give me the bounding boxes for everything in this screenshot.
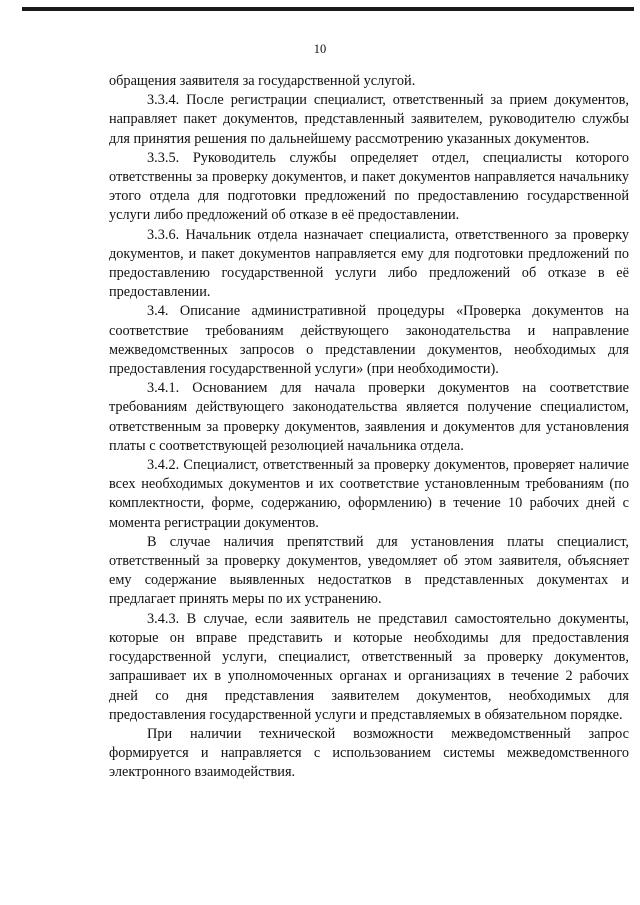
top-border-rule <box>22 7 634 11</box>
page-number: 10 <box>313 42 327 56</box>
paragraph-3-4-2: 3.4.2. Специалист, ответственный за проверку документов, проверяет наличие всех необходимых документов и их соответствие установленным требованиям (по комплектности, форме, содержанию, оформлению) в течение 10 рабочих дней с момента регистрации документов. <box>109 457 629 531</box>
paragraph-interagency-request: При наличии технической возможности межведомственный запрос формируется и направляется с использованием системы межведомственного электронного взаимодействия. <box>109 725 629 781</box>
paragraph-3-4: 3.4. Описание административной процедуры «Проверка документов на соответствие требованиям действующего законодательства и направление межведомственных запросов о представлении документов, необходимых для предоставления государственной услуги» (при необходимости). <box>109 303 629 378</box>
paragraph-3-4-1: 3.4.1. Основанием для начала проверки документов на соответствие требованиям действующего законодательства является получение специалистом, ответственным за проверку документов, заявления и документов для установления платы с соответствующей резолюцией начальника отдела. <box>109 380 629 454</box>
paragraph-continuation: обращения заявителя за государственной услугой. <box>109 73 416 89</box>
document-body <box>109 72 629 783</box>
paragraph-3-4-3: 3.4.3. В случае, если заявитель не представил самостоятельно документы, которые он вправе представить и которые необходимы для предоставления государственной услуги, специалист, ответственный за проверку документов, запрашивает их в уполномоченных органах и организациях в течение 2 рабочих дней со дня представления заявителем документов, необходимых для предоставления государственной услуги и представляемых в обязательном порядке. <box>109 610 629 723</box>
paragraph-3-3-4: 3.3.4. После регистрации специалист, ответственный за прием документов, направляет пакет документов, представленный заявителем, руководителю службы для принятия решения по дальнейшему рассмотрению указанных документов. <box>109 92 629 147</box>
paragraph-3-3-5: 3.3.5. Руководитель службы определяет отдел, специалисты которого ответственны за проверку документов, и пакет документов направляется начальнику этого отдела для подготовки предложений по предоставлению государственной услуги либо предложений об отказе в её предоставлении. <box>109 149 629 224</box>
paragraph-3-3-6: 3.3.6. Начальник отдела назначает специалиста, ответственного за проверку документов, и пакет документов направляется ему для подготовки предложений по предоставлению государственной услуги либо предложений об отказе в её предоставлении. <box>109 226 629 301</box>
paragraph-obstacles: В случае наличия препятствий для установления платы специалист, ответственный за проверку документов, уведомляет об этом заявителя, объясняет ему содержание выявленных недостатков в представленных документах и предлагает принять меры по их устранению. <box>109 533 629 608</box>
